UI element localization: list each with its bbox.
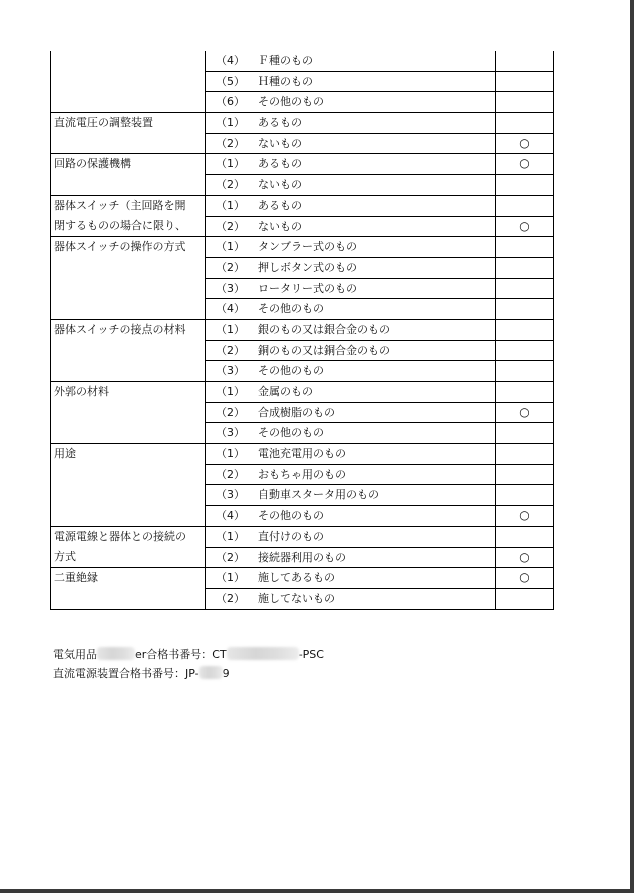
selection-mark bbox=[496, 444, 554, 465]
option-number: （4） bbox=[216, 302, 245, 316]
certificate-line-2 bbox=[53, 665, 230, 681]
category-label bbox=[51, 51, 206, 113]
selection-mark bbox=[496, 113, 554, 134]
option-number: （2） bbox=[216, 260, 245, 274]
option-number: （1） bbox=[216, 529, 245, 543]
selection-mark bbox=[496, 423, 554, 444]
page-edge-bottom bbox=[0, 889, 634, 893]
option-text: 施してないもの bbox=[258, 591, 335, 605]
option-cell bbox=[206, 382, 496, 403]
option-cell bbox=[206, 237, 496, 258]
option-number: （1） bbox=[216, 240, 245, 254]
selection-mark bbox=[496, 588, 554, 609]
option-cell bbox=[206, 278, 496, 299]
option-number: （2） bbox=[216, 178, 245, 192]
redaction-blur bbox=[199, 666, 223, 679]
selection-mark bbox=[496, 485, 554, 506]
redaction-blur bbox=[227, 647, 299, 660]
selection-mark bbox=[496, 340, 554, 361]
option-cell bbox=[206, 547, 496, 568]
table-row bbox=[51, 154, 554, 175]
table-row bbox=[51, 237, 554, 258]
option-cell bbox=[206, 51, 496, 71]
option-text: Ｆ種のもの bbox=[258, 54, 313, 67]
selection-mark bbox=[496, 92, 554, 113]
selection-mark: ○ bbox=[496, 568, 554, 589]
cert-line2-prefix: 直流電源装置合格书番号：JP- bbox=[53, 667, 199, 680]
selection-mark bbox=[496, 71, 554, 92]
selection-mark bbox=[496, 464, 554, 485]
option-cell bbox=[206, 319, 496, 340]
option-text: 直付けのもの bbox=[258, 529, 324, 543]
selection-mark: ○ bbox=[496, 506, 554, 527]
option-number: （1） bbox=[216, 198, 245, 212]
option-number: （2） bbox=[216, 405, 245, 419]
cert-line1-prefix: 電気用品 bbox=[53, 648, 97, 661]
option-text: その他のもの bbox=[258, 364, 324, 378]
cert-line1-middle: er合格书番号：CT bbox=[135, 648, 227, 661]
category-label: 器体スイッチの操作の方式 bbox=[51, 237, 206, 320]
selection-mark: ○ bbox=[496, 133, 554, 154]
option-text: 押しボタン式のもの bbox=[258, 260, 357, 274]
option-number: （3） bbox=[216, 281, 245, 295]
option-number: （1） bbox=[216, 116, 245, 130]
option-cell bbox=[206, 340, 496, 361]
selection-mark bbox=[496, 299, 554, 320]
option-number: （3） bbox=[216, 488, 245, 502]
option-number: （4） bbox=[216, 509, 245, 523]
option-text: ないもの bbox=[258, 178, 302, 192]
selection-mark bbox=[496, 237, 554, 258]
selection-mark bbox=[496, 278, 554, 299]
category-label-line: 電源電線と器体との接続の bbox=[54, 529, 186, 543]
category-label: 直流電圧の調整装置 bbox=[51, 113, 206, 154]
option-text: その他のもの bbox=[258, 426, 324, 440]
category-label: 二重絶縁 bbox=[51, 568, 206, 609]
option-cell bbox=[206, 113, 496, 134]
spec-table-body bbox=[51, 51, 554, 609]
option-number: （6） bbox=[216, 95, 245, 109]
option-number: （3） bbox=[216, 426, 245, 440]
option-text: おもちゃ用のもの bbox=[258, 467, 346, 481]
option-cell bbox=[206, 464, 496, 485]
option-cell bbox=[206, 154, 496, 175]
selection-mark bbox=[496, 526, 554, 547]
option-text: あるもの bbox=[258, 157, 302, 171]
option-number: （2） bbox=[216, 591, 245, 605]
option-text: ないもの bbox=[258, 136, 302, 150]
option-cell bbox=[206, 444, 496, 465]
option-text: ロータリー式のもの bbox=[258, 281, 357, 295]
option-number: （1） bbox=[216, 385, 245, 398]
option-cell bbox=[206, 402, 496, 423]
option-cell bbox=[206, 506, 496, 527]
table-row bbox=[51, 526, 554, 547]
option-cell bbox=[206, 299, 496, 320]
option-number: （1） bbox=[216, 571, 245, 585]
option-text: 自動車スタータ用のもの bbox=[258, 488, 379, 502]
option-text: あるもの bbox=[258, 198, 302, 212]
option-text: タンブラー式のもの bbox=[258, 240, 357, 254]
category-label-line: 器体スイッチ（主回路を開 bbox=[54, 198, 186, 212]
option-text: 電池充電用のもの bbox=[258, 447, 346, 461]
category-label bbox=[51, 526, 206, 567]
option-text: 銀のもの又は銀合金のもの bbox=[258, 322, 390, 336]
redaction-blur bbox=[97, 647, 135, 660]
option-cell bbox=[206, 175, 496, 196]
selection-mark: ○ bbox=[496, 547, 554, 568]
option-number: （4） bbox=[216, 54, 245, 67]
table-row bbox=[51, 382, 554, 403]
spec-table bbox=[50, 51, 554, 610]
option-cell bbox=[206, 92, 496, 113]
table-row bbox=[51, 319, 554, 340]
option-number: （2） bbox=[216, 219, 245, 233]
option-text: 銅のもの又は銅合金のもの bbox=[258, 343, 390, 357]
selection-mark bbox=[496, 361, 554, 382]
page-edge-right bbox=[630, 0, 634, 893]
category-label: 器体スイッチの接点の材料 bbox=[51, 319, 206, 381]
option-cell bbox=[206, 133, 496, 154]
table-row bbox=[51, 51, 554, 71]
selection-mark bbox=[496, 175, 554, 196]
option-number: （3） bbox=[216, 364, 245, 378]
category-label-line: 方式 bbox=[54, 549, 76, 563]
table-row bbox=[51, 113, 554, 134]
option-text: あるもの bbox=[258, 116, 302, 130]
option-text: その他のもの bbox=[258, 509, 324, 523]
option-number: （2） bbox=[216, 343, 245, 357]
table-row bbox=[51, 568, 554, 589]
option-cell bbox=[206, 257, 496, 278]
cert-line1-suffix: -PSC bbox=[298, 648, 324, 661]
selection-mark bbox=[496, 195, 554, 216]
option-cell bbox=[206, 568, 496, 589]
selection-mark bbox=[496, 382, 554, 403]
category-label-line: 閉するものの場合に限り、 bbox=[54, 218, 186, 232]
option-number: （2） bbox=[216, 550, 245, 564]
option-cell bbox=[206, 588, 496, 609]
selection-mark: ○ bbox=[496, 216, 554, 237]
selection-mark bbox=[496, 319, 554, 340]
category-label: 回路の保護機構 bbox=[51, 154, 206, 195]
option-text: その他のもの bbox=[258, 302, 324, 316]
option-number: （5） bbox=[216, 74, 245, 88]
cert-line2-suffix: 9 bbox=[222, 667, 230, 680]
option-cell bbox=[206, 423, 496, 444]
option-cell bbox=[206, 71, 496, 92]
selection-mark: ○ bbox=[496, 154, 554, 175]
option-number: （2） bbox=[216, 467, 245, 481]
certificate-line-1 bbox=[53, 646, 324, 662]
option-number: （1） bbox=[216, 447, 245, 461]
option-cell bbox=[206, 526, 496, 547]
option-number: （1） bbox=[216, 157, 245, 171]
category-label bbox=[51, 195, 206, 236]
selection-mark bbox=[496, 257, 554, 278]
option-cell bbox=[206, 216, 496, 237]
table-row bbox=[51, 444, 554, 465]
selection-mark bbox=[496, 51, 554, 71]
category-label: 用途 bbox=[51, 444, 206, 527]
option-text: 金属のもの bbox=[258, 385, 313, 398]
option-text: 接続器利用のもの bbox=[258, 550, 346, 564]
option-number: （2） bbox=[216, 136, 245, 150]
option-text: 施してあるもの bbox=[258, 571, 335, 585]
option-cell bbox=[206, 361, 496, 382]
option-text: その他のもの bbox=[258, 95, 324, 109]
category-label: 外郭の材料 bbox=[51, 382, 206, 444]
option-number: （1） bbox=[216, 322, 245, 336]
option-cell bbox=[206, 485, 496, 506]
option-text: ないもの bbox=[258, 219, 302, 233]
option-cell bbox=[206, 195, 496, 216]
selection-mark: ○ bbox=[496, 402, 554, 423]
option-text: 合成樹脂のもの bbox=[258, 405, 335, 419]
table-row bbox=[51, 195, 554, 216]
option-text: Ｈ種のもの bbox=[258, 74, 313, 88]
